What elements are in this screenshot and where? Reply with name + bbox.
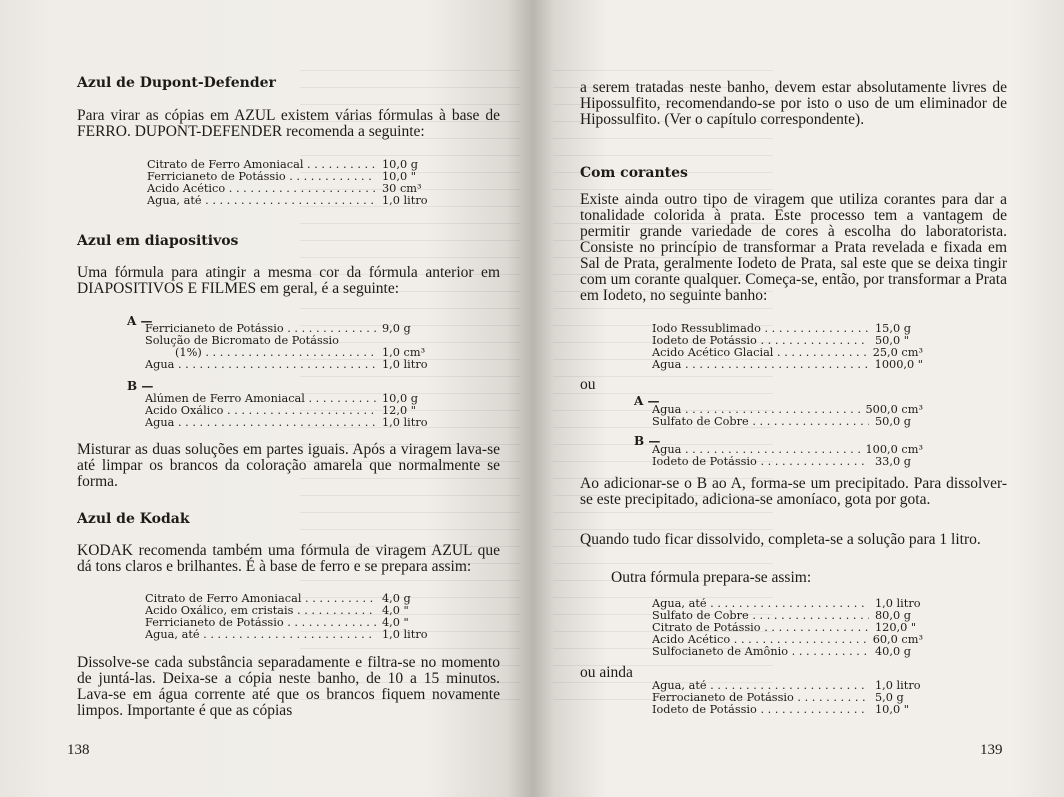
- formula-row: Ácido Acético . . . 60,0 cm³: [652, 634, 923, 646]
- formula-row: Iodeto de Potássio . . . 33,0 g: [652, 456, 923, 468]
- formula-row: Iodo Ressublimado . . . 15,0 g: [652, 323, 923, 335]
- formula-row: Ferrocianeto de Potássio . . . 5,0 g: [652, 692, 923, 704]
- formula-row: Sulfocianeto de Amônio . . . 40,0 g: [652, 646, 923, 658]
- paragraph: Uma fórmula para atingir a mesma cor da fórmula anterior em DIAPOSITIVOS E FILMES em geral, é a seguinte:: [77, 264, 500, 297]
- formula-row: Sulfato de Cobre . . . 80,0 g: [652, 610, 923, 622]
- formula-row: Solução de Bicromato de Potássio: [145, 335, 339, 347]
- section-heading: Azul de Kodak: [77, 511, 190, 527]
- formula-table: [652, 680, 923, 716]
- formula-table: [652, 404, 923, 428]
- formula-table: [652, 444, 923, 468]
- formula-row: Sulfato de Cobre . . . 50,0 g: [652, 416, 923, 428]
- solution-label: B —: [127, 379, 154, 393]
- formula-table: [652, 598, 923, 658]
- paragraph: Para virar as cópias em AZUL existem várias fórmulas à base de FERRO. DUPONT-DEFENDER recomenda a seguinte:: [77, 107, 500, 140]
- solution-label: A —: [634, 394, 660, 408]
- formula-row: Ferricianeto de Potássio . . . 4,0 ": [145, 617, 430, 629]
- formula-table: [652, 323, 923, 371]
- formula-row: Ácido Acético . . . 30 cm³: [147, 183, 430, 195]
- formula-row: Ferricianeto de Potássio . . . 10,0 ": [147, 171, 430, 183]
- connector-text: ou ainda: [580, 664, 633, 681]
- formula-table: [145, 593, 430, 641]
- page-number: 139: [980, 742, 1003, 758]
- paragraph: Outra fórmula prepara-se assim:: [611, 569, 812, 586]
- formula-row: Ferricianeto de Potássio . . . 9,0 g: [145, 323, 430, 335]
- paragraph: Ao adicionar-se o B ao A, forma-se um precipitado. Para dissolver-se este precipitado, adiciona-se amoníaco, gota por gota.: [580, 475, 1007, 508]
- formula-table: [145, 323, 430, 371]
- formula-row: Água, até . . . 1,0 litro: [147, 195, 430, 207]
- formula-row: Água, até . . . 1,0 litro: [652, 598, 923, 610]
- formula-row: Água . . . 1000,0 ": [652, 359, 923, 371]
- paragraph: Misturar as duas soluções em partes iguais. Após a viragem lava-se até limpar os brancos da coloração amarela que normalmente se forma.: [77, 441, 500, 490]
- paragraph: Existe ainda outro tipo de viragem que utiliza corantes para dar a tonalidade colorida à prata. Este processo tem a vantagem de permitir grande variedade de cores à escolha do laboratorista. Consiste no princípio de transformar a Prata revelada e fixada em Sal de Prata, geralmente Iodeto de Prata, sal este que se deixa tingir com um corante qualquer. Começa-se, então, por transformar a Prata em Iodeto, no seguinte banho:: [580, 191, 1007, 304]
- formula-row: Água . . . 500,0 cm³: [652, 404, 923, 416]
- section-heading: Com corantes: [580, 165, 688, 181]
- paragraph: a serem tratadas neste banho, devem estar absolutamente livres de Hipossulfito, recomendando-se por isto o uso de um eliminador de Hipossulfito. (Ver o capítulo correspondente).: [580, 79, 1007, 128]
- connector-text: ou: [580, 376, 596, 393]
- page-number: 138: [67, 742, 90, 758]
- formula-row: Água . . . 1,0 litro: [145, 359, 430, 371]
- formula-row: Água, até . . . 1,0 litro: [652, 680, 923, 692]
- paragraph: Dissolve-se cada substância separadamente e filtra-se no momento de juntá-las. Deixa-se a cópia neste banho, de 10 a 15 minutos. Lava-se em água corrente até que os brancos fiquem novamente limpos. Importante é que as cópias: [77, 654, 500, 719]
- paragraph: KODAK recomenda também uma fórmula de viragem AZUL que dá tons claros e brilhantes. É à base de ferro e se prepara assim:: [77, 542, 500, 575]
- formula-table: [145, 393, 430, 429]
- solution-label: B —: [634, 434, 661, 448]
- formula-row: Citrato de Ferro Amoniacal . . . 10,0 g: [147, 159, 430, 171]
- paragraph: Quando tudo ficar dissolvido, completa-se a solução para 1 litro.: [580, 531, 981, 548]
- formula-row: Citrato de Ferro Amoniacal . . . 4,0 g: [145, 593, 430, 605]
- formula-row: Alúmen de Ferro Amoniacal . . . 10,0 g: [145, 393, 430, 405]
- formula-row: Ácido Acético Glacial . . . 25,0 cm³: [652, 347, 923, 359]
- solution-label: A —: [127, 314, 153, 328]
- section-heading: Azul em diapositivos: [77, 233, 239, 249]
- formula-table: [147, 159, 430, 207]
- formula-row: Iodeto de Potássio . . . 50,0 ": [652, 335, 923, 347]
- right-page: [533, 0, 1064, 797]
- formula-row: Iodeto de Potássio . . . 10,0 ": [652, 704, 923, 716]
- formula-row: (1%) . . . 1,0 cm³: [145, 347, 430, 359]
- formula-row: Água . . . 100,0 cm³: [652, 444, 923, 456]
- formula-row: Água . . . 1,0 litro: [145, 417, 430, 429]
- section-heading: Azul de Dupont-Defender: [77, 75, 276, 91]
- formula-row: Citrato de Potássio . . . 120,0 ": [652, 622, 923, 634]
- formula-row: Água, até . . . 1,0 litro: [145, 629, 430, 641]
- formula-row: Ácido Oxálico, em cristais . . . 4,0 ": [145, 605, 430, 617]
- formula-row: Ácido Oxálico . . . 12,0 ": [145, 405, 430, 417]
